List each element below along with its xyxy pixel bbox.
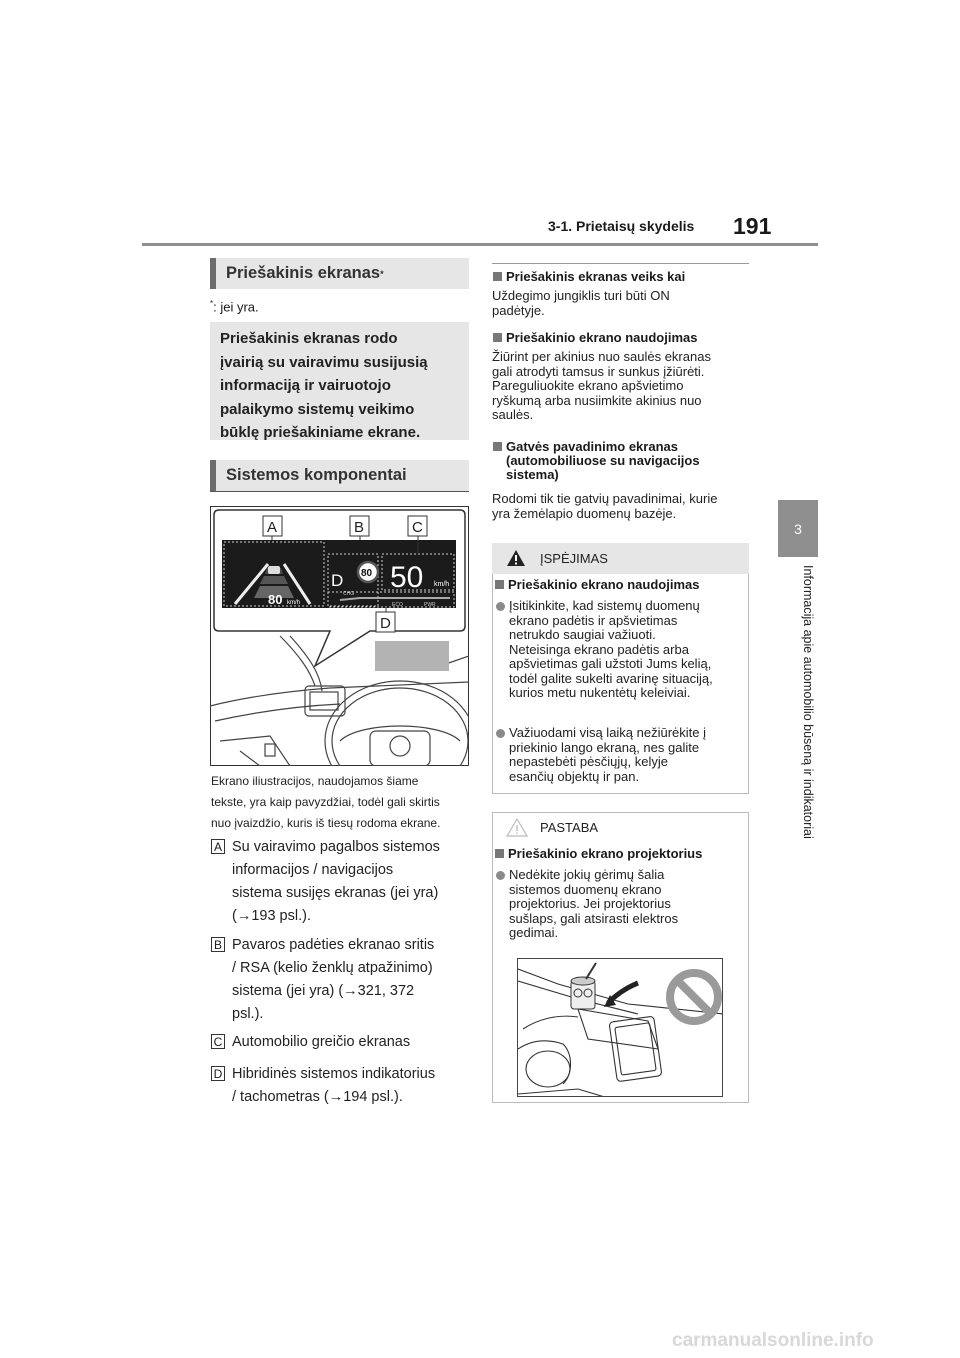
section-rule (210, 491, 469, 492)
chapter-tab[interactable]: 3 (778, 500, 818, 557)
set-speed-value: 80 (268, 592, 283, 607)
drink-cup-icon (571, 963, 596, 1009)
note-bullet: Nedėkite jokių gėrimų šalia sistemos duomenų ekrano projektorius. Jei projektorius sušlaps, gali atsirasti elektros gedimai. (496, 868, 744, 941)
gear-indicator: D (331, 571, 344, 590)
paragraph-works-when: Uždegimo jungiklis turi būti ON padėtyje. (492, 288, 670, 318)
item-d-text: Hibridinės sistemos indikatorius / tachometras (→194 psl.). (232, 1066, 436, 1105)
intro-line: Priešakinis ekranas rodo (220, 330, 398, 347)
paragraph-street-names: Rodomi tik tie gatvių pavadinimai, kurie yra žemėlapio duomenų bazėje. (492, 491, 718, 521)
svg-text:C: C (412, 519, 423, 536)
warning-title-bar (492, 543, 749, 574)
svg-text:D: D (380, 615, 391, 632)
label-b (350, 516, 369, 536)
hud-illustration (210, 506, 469, 766)
intro-line: informaciją ir vairuotojo (220, 377, 391, 394)
footnote: *: jei yra. (210, 299, 259, 315)
hud-illustration-svg (210, 506, 469, 766)
no-drinks-illustration (517, 958, 723, 1097)
note-heading: Priešakinio ekrano projektorius (494, 847, 754, 861)
paragraph-usage: Žiūrint per akinius nuo saulės ekranas gali atrodyti tamsus ir sunkus įžiūrėti. Pareguliuokite ekrano apšvietimo ryškumą arba nusiimkite akinius nuo saulės. (492, 349, 711, 422)
watermark: carmanualsonline.info (672, 1330, 874, 1351)
svg-text:A: A (267, 519, 278, 536)
header-rule (142, 243, 818, 246)
section-title-text: Priešakinis ekranas (226, 264, 381, 282)
item-letter-a: A (211, 839, 225, 854)
intro-box (210, 322, 469, 440)
warning-bullet: Įsitikinkite, kad sistemų duomenų ekrano padėtis ir apšvietimas netrukdo saugiai važiuoti. Neteisinga ekrano padėtis arba apšvietimas gali užstoti Jums kelią, todėl galite sukelti avarinę situaciją, kurios metu nukentėtų keleiviai. (496, 599, 744, 701)
note-title: PASTABA (540, 820, 599, 835)
item-b-text: Pavaros padėties ekranao sritis / RSA (kelio ženklų atpažinimo) sistema (jei yra) (→321, 372 psl.). (232, 937, 435, 1022)
svg-text:B: B (354, 519, 365, 536)
warning-heading: Priešakinio ekrano naudojimas (494, 578, 754, 592)
section-title-components: Sistemos komponentai (210, 460, 469, 491)
heading-street-names: Gatvės pavadinimo ekranas (automobiliuose su navigacijos sistema) (492, 440, 752, 482)
right-column-rule (492, 263, 749, 264)
chapter-title-text: Informacija apie automobilio būseną ir indikatoriai (801, 565, 815, 839)
set-speed-unit: km/h (287, 600, 301, 606)
intro-line: būklę priešakiniame ekrane. (220, 424, 421, 441)
speed-unit: km/h (434, 581, 450, 588)
chg-label: CHG (343, 591, 355, 597)
section-header: 3-1. Prietaisų skydelis (548, 218, 695, 234)
heading-usage: Priešakinio ekrano naudojimas (492, 331, 752, 345)
intro-line: įvairią su vairavimu susijusią (220, 353, 428, 371)
item-letter-d: D (211, 1066, 225, 1081)
label-c (408, 516, 427, 536)
caution-outline-icon (506, 818, 528, 837)
intro-line: palaikymo sistemų veikimo (220, 400, 415, 418)
warning-triangle-icon (506, 549, 526, 567)
section-title-asterisk: * (380, 268, 384, 279)
pwr-label: PWR (424, 602, 436, 608)
item-a-text: Su vairavimo pagalbos sistemos informacijos / navigacijos sistema susijęs ekranas (jei yra) (→193 psl.). (232, 839, 440, 924)
label-a (263, 516, 282, 536)
item-letter-c: C (211, 1034, 225, 1049)
hud-projector-area (375, 641, 449, 671)
chapter-title-vertical (798, 565, 818, 895)
prohibition-icon (670, 973, 718, 1021)
eco-label: ECO (392, 602, 403, 608)
heading-works-when: Priešakinis ekranas veiks kai (492, 270, 752, 284)
warning-bullet: Važiuodami visą laiką nežiūrėkite į priekinio lango ekraną, nes galite nepastebėti pėsčiųjų, kelyje esančių objektų ir pan. (496, 726, 744, 784)
item-letter-b: B (211, 937, 225, 952)
page-number: 191 (733, 213, 772, 239)
warning-title: ĮSPĖJIMAS (540, 551, 608, 566)
speed-value: 50 (390, 561, 424, 594)
speed-limit-value: 80 (361, 568, 373, 579)
section-title-head-up-display (210, 258, 469, 289)
item-c-text: Automobilio greičio ekranas (232, 1034, 411, 1050)
label-d (376, 612, 395, 632)
figure-caption: Ekrano iliustracijos, naudojamos šiame tekste, yra kaip pavyzdžiai, todėl gali skirtis nuo įvaizdžio, kuris iš tiesų rodoma ekrane. (211, 774, 441, 830)
